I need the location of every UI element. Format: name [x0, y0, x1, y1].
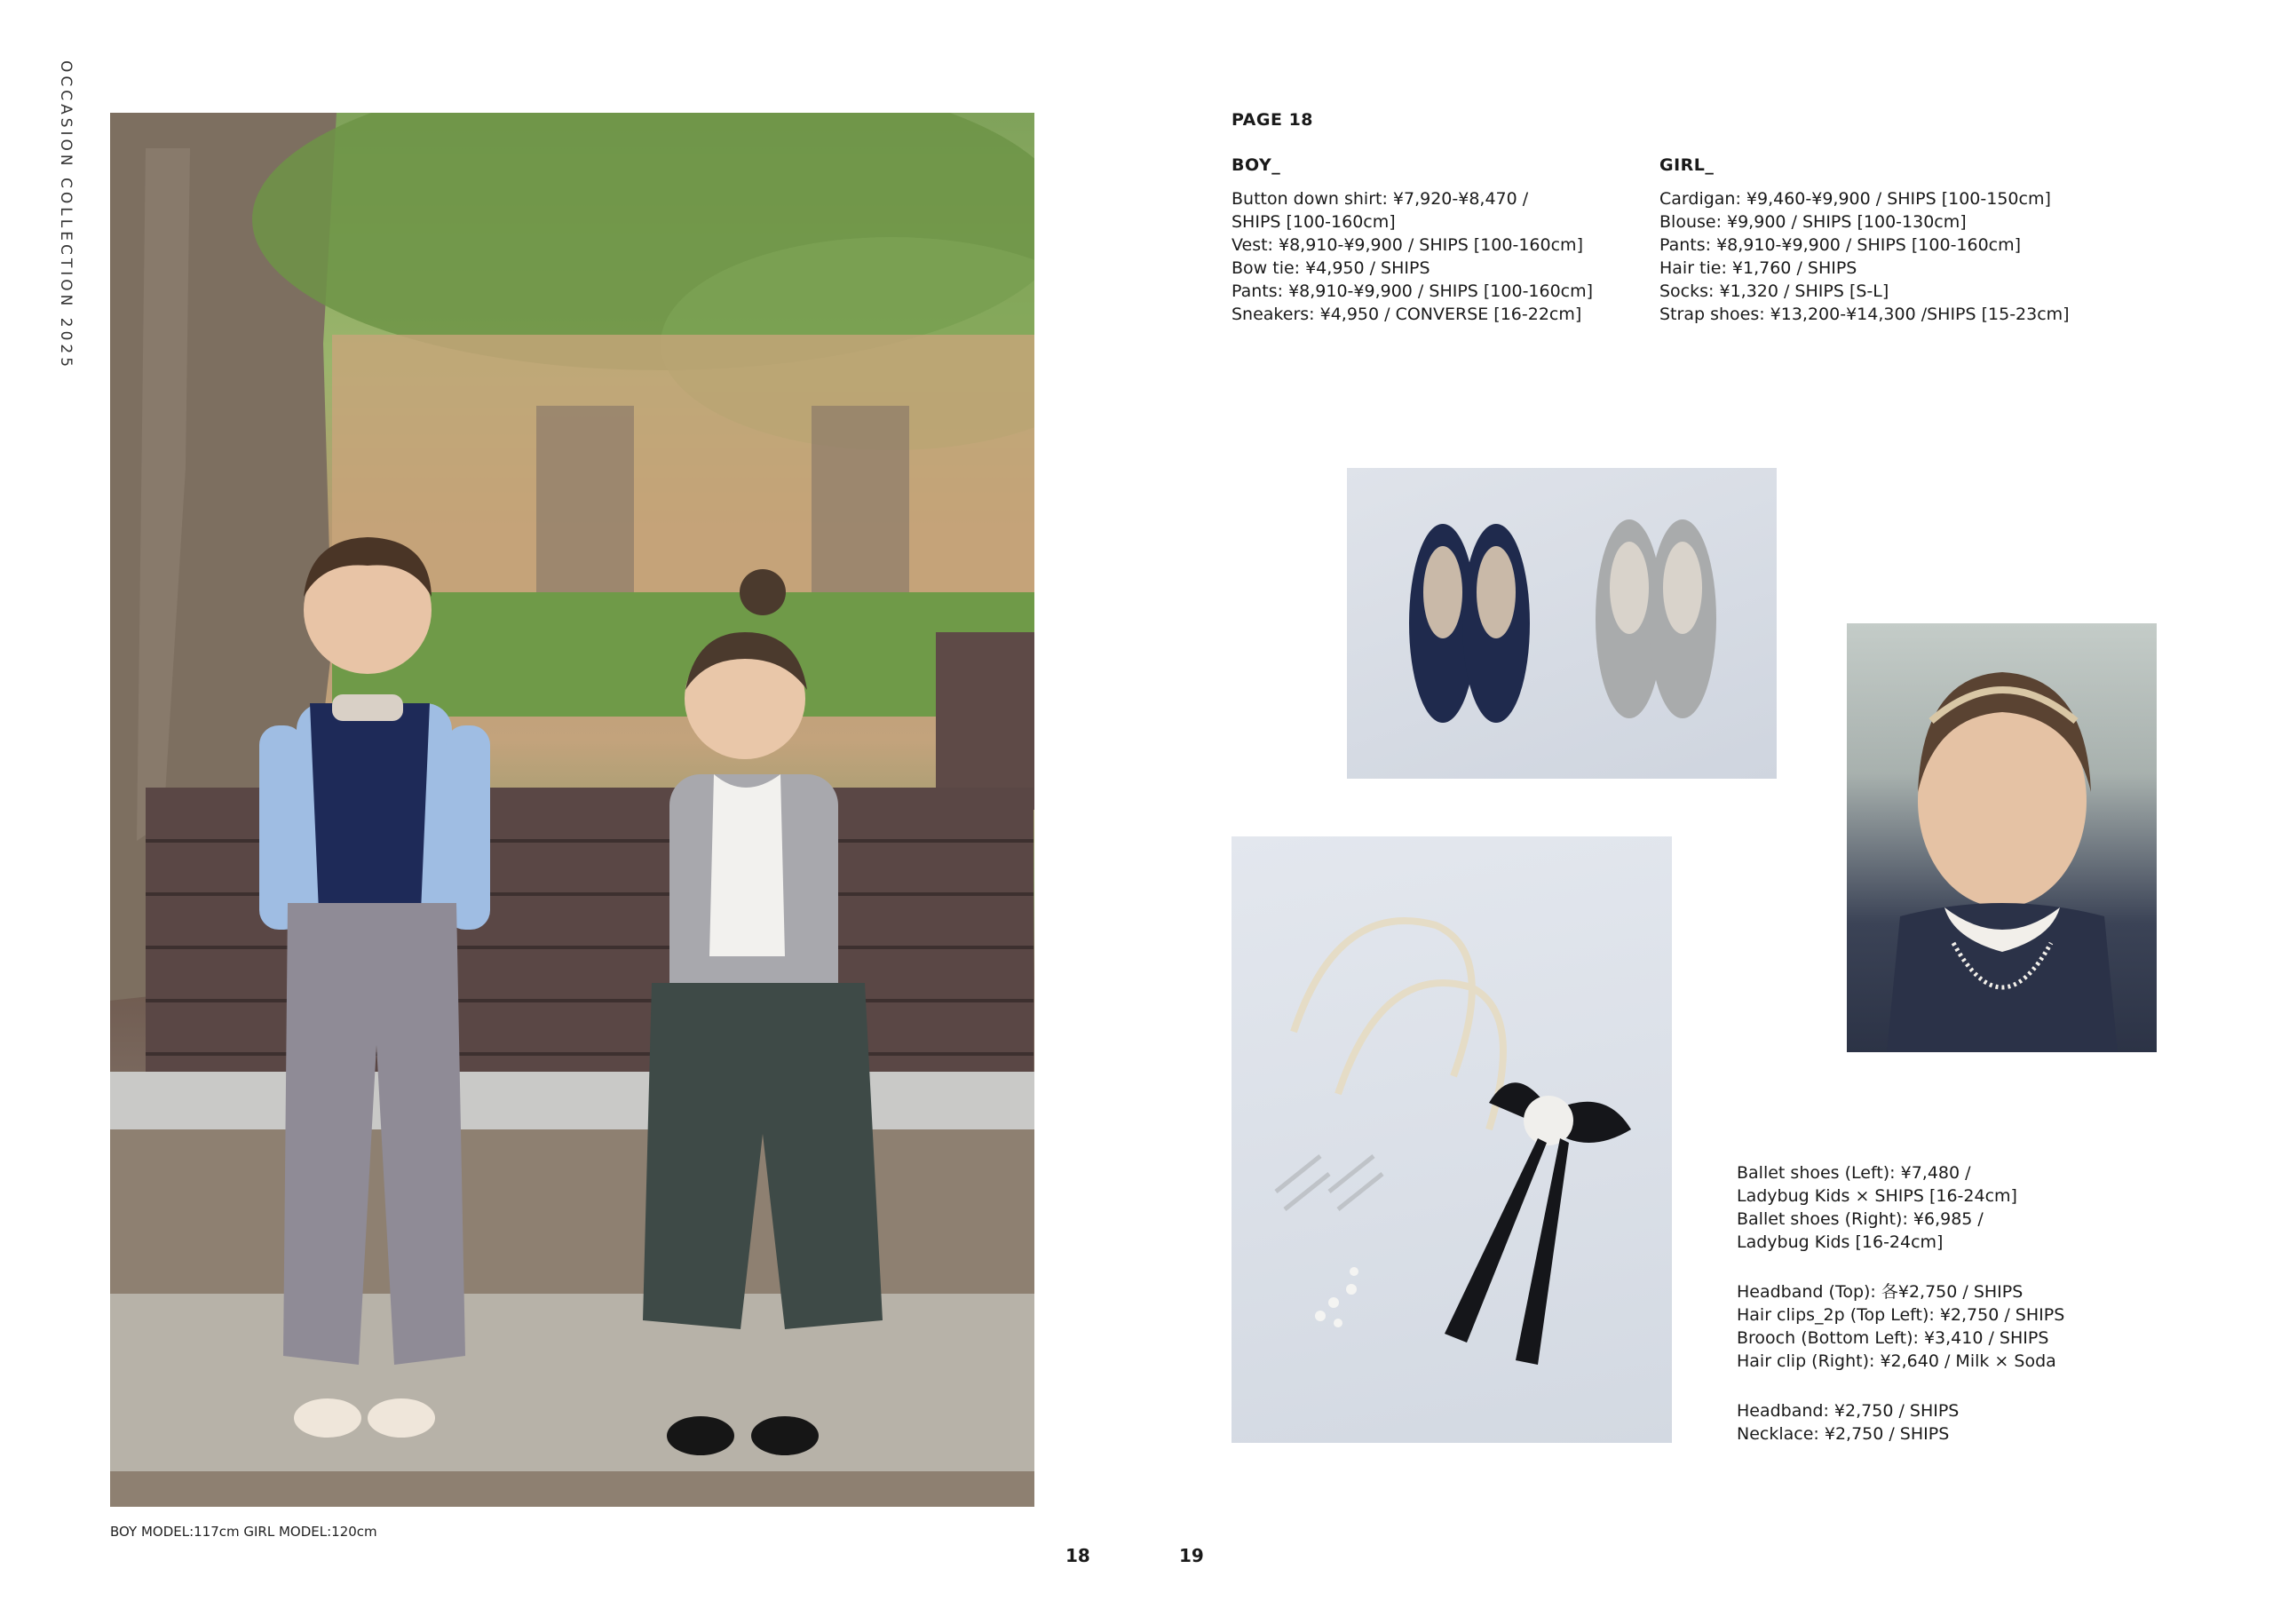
- boy-item: Button down shirt: ¥7,920-¥8,470 /: [1232, 189, 1529, 209]
- caption-line: Headband (Top): 各¥2,750 / SHIPS: [1737, 1282, 2024, 1302]
- caption-line: Necklace: ¥2,750 / SHIPS: [1737, 1424, 1950, 1444]
- page-reference: PAGE 18: [1232, 110, 1314, 130]
- page-number-left: 18: [1065, 1545, 1090, 1566]
- portrait-caption: [1737, 1399, 1959, 1446]
- girl-item: Socks: ¥1,320 / SHIPS [S-L]: [1659, 281, 1889, 301]
- caption-line: Ladybug Kids [16-24cm]: [1737, 1232, 1944, 1252]
- girl-item: Cardigan: ¥9,460-¥9,900 / SHIPS [100-150cm]: [1659, 189, 2051, 209]
- caption-line: Ballet shoes (Left): ¥7,480 /: [1737, 1163, 1971, 1183]
- caption-line: Ladybug Kids × SHIPS [16-24cm]: [1737, 1186, 2017, 1206]
- model-height-caption: BOY MODEL:117cm GIRL MODEL:120cm: [110, 1524, 377, 1540]
- ballet-shoes-illustration: [1347, 468, 1777, 779]
- girl-heading: GIRL_: [1659, 155, 1715, 175]
- boy-item: Pants: ¥8,910-¥9,900 / SHIPS [100-160cm]: [1232, 281, 1594, 301]
- girl-item: Hair tie: ¥1,760 / SHIPS: [1659, 258, 1857, 278]
- caption-line: Brooch (Bottom Left): ¥3,410 / SHIPS: [1737, 1328, 2049, 1348]
- girl-portrait-illustration: [1847, 623, 2157, 1052]
- caption-line: Hair clips_2p (Top Left): ¥2,750 / SHIPS: [1737, 1305, 2065, 1325]
- main-photo-kids-on-bench: [110, 113, 1034, 1507]
- page-number-right: 19: [1179, 1545, 1204, 1566]
- caption-line: Headband: ¥2,750 / SHIPS: [1737, 1401, 1960, 1421]
- accessories-caption: [1737, 1280, 2064, 1373]
- main-photo-illustration: [110, 113, 1034, 1507]
- girl-portrait-photo: [1847, 623, 2157, 1052]
- boy-item: Vest: ¥8,910-¥9,900 / SHIPS [100-160cm]: [1232, 235, 1583, 255]
- boy-item: Bow tie: ¥4,950 / SHIPS: [1232, 258, 1430, 278]
- collection-side-label: OCCASION COLLECTION 2025: [57, 60, 75, 371]
- ballet-shoes-photo: [1347, 468, 1777, 779]
- hair-accessories-illustration: [1232, 836, 1672, 1443]
- boy-item-list: [1232, 187, 1593, 326]
- boy-item: Sneakers: ¥4,950 / CONVERSE [16-22cm]: [1232, 305, 1582, 324]
- caption-line: Ballet shoes (Right): ¥6,985 /: [1737, 1209, 1984, 1229]
- boy-item: SHIPS [100-160cm]: [1232, 212, 1396, 232]
- girl-item: Blouse: ¥9,900 / SHIPS [100-130cm]: [1659, 212, 1967, 232]
- hair-accessories-photo: [1232, 836, 1672, 1443]
- girl-item: Strap shoes: ¥13,200-¥14,300 /SHIPS [15-23cm]: [1659, 305, 2070, 324]
- caption-line: Hair clip (Right): ¥2,640 / Milk × Soda: [1737, 1351, 2056, 1371]
- shoes-caption: [1737, 1161, 2017, 1254]
- boy-heading: BOY_: [1232, 155, 1281, 175]
- girl-item-list: [1659, 187, 2070, 326]
- girl-item: Pants: ¥8,910-¥9,900 / SHIPS [100-160cm]: [1659, 235, 2022, 255]
